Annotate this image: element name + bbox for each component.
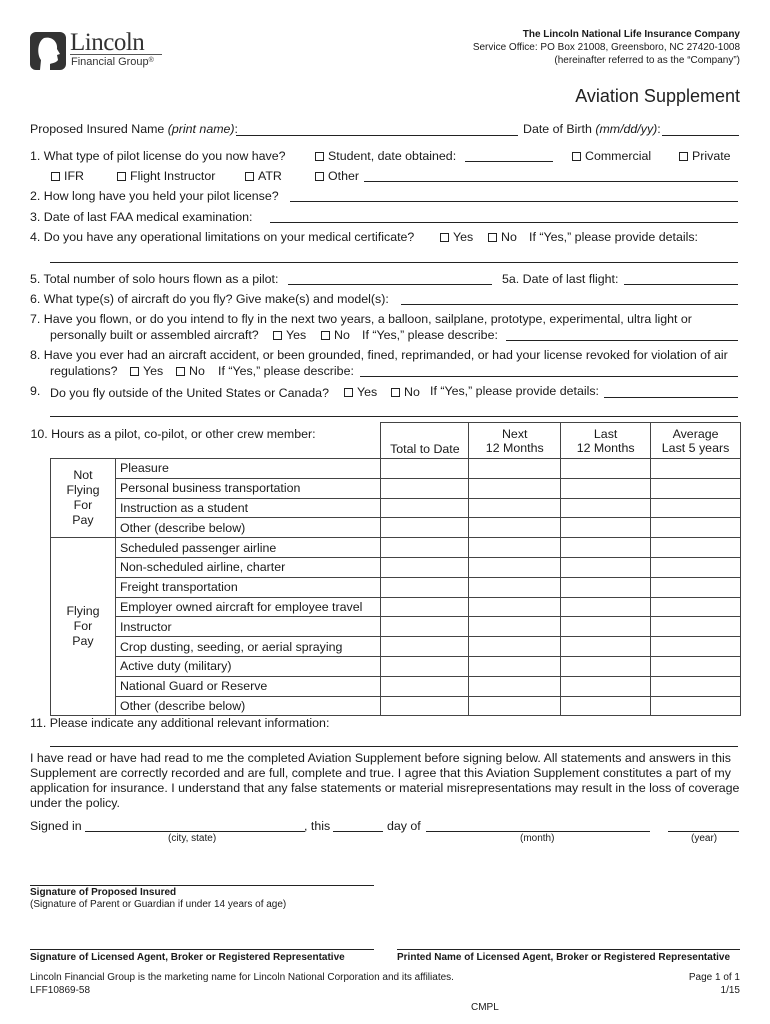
hours-cell[interactable] — [651, 538, 741, 558]
hereinafter-note: (hereinafter referred to as the “Company”) — [554, 55, 740, 66]
hours-cell[interactable] — [381, 637, 469, 657]
row-label: Non-scheduled airline, charter — [115, 557, 381, 577]
row-label: Scheduled passenger airline — [115, 538, 381, 558]
row-label: Other (describe below) — [115, 518, 381, 538]
city-state-field[interactable] — [85, 831, 305, 832]
hours-cell[interactable] — [469, 518, 561, 538]
hours-cell[interactable] — [651, 617, 741, 637]
hours-cell[interactable] — [561, 597, 651, 617]
year-field[interactable] — [668, 831, 739, 832]
hours-cell[interactable] — [381, 459, 469, 479]
hours-cell[interactable] — [469, 557, 561, 577]
q7-describe-field[interactable] — [506, 340, 738, 341]
company-name: The Lincoln National Life Insurance Company — [522, 29, 740, 40]
hours-cell[interactable] — [381, 478, 469, 498]
q9-number: 9. — [30, 384, 41, 398]
hours-cell[interactable] — [469, 459, 561, 479]
dob-label: Date of Birth (mm/dd/yy): — [523, 122, 661, 136]
page-number: Page 1 of 1 — [688, 972, 740, 983]
hours-cell[interactable] — [469, 637, 561, 657]
q9-label: Do you fly outside of the United States or Canada? — [50, 386, 329, 400]
hours-cell[interactable] — [381, 676, 469, 696]
row-label: Instructor — [115, 617, 381, 637]
q6-field[interactable] — [401, 304, 738, 305]
table-row — [51, 617, 741, 637]
table-row — [51, 518, 741, 538]
day-field[interactable] — [333, 831, 383, 832]
hours-cell[interactable] — [469, 538, 561, 558]
agent-signature-label: Signature of Licensed Agent, Broker or Registered Representative — [30, 952, 345, 963]
hours-cell[interactable] — [381, 518, 469, 538]
q4-details-label: If “Yes,” please provide details: — [529, 230, 698, 244]
q1-other-option[interactable]: Other — [315, 169, 359, 183]
hours-cell[interactable] — [651, 577, 741, 597]
table-row — [51, 577, 741, 597]
hours-cell[interactable] — [561, 676, 651, 696]
q1-label: 1. What type of pilot license do you now have? — [30, 149, 286, 163]
row-label: Personal business transportation — [115, 478, 381, 498]
hours-cell[interactable] — [381, 617, 469, 637]
hours-cell[interactable] — [561, 696, 651, 716]
group-not-flying-for-pay: Not Flying For Pay — [51, 459, 116, 538]
agent-signature-field[interactable] — [30, 949, 374, 950]
q8-no-option[interactable]: No — [176, 364, 205, 378]
col-next-12-months: Next 12 Months — [469, 423, 561, 459]
checkbox-icon[interactable] — [488, 233, 497, 242]
q2-label: 2. How long have you held your pilot license? — [30, 189, 279, 203]
checkbox-icon[interactable] — [440, 233, 449, 242]
q1-student-date-field[interactable] — [465, 161, 553, 162]
row-label: Freight transportation — [115, 577, 381, 597]
group-flying-for-pay: Flying For Pay — [51, 538, 116, 716]
hours-cell[interactable] — [651, 597, 741, 617]
table-row — [51, 597, 741, 617]
table-row — [51, 656, 741, 676]
q10-label: 10. Hours as a pilot, co-pilot, or other crew member: — [30, 427, 316, 442]
checkbox-icon[interactable] — [117, 172, 126, 181]
hours-cell[interactable] — [469, 617, 561, 637]
hours-cell[interactable] — [651, 676, 741, 696]
guardian-signature-note: (Signature of Parent or Guardian if under 14 years of age) — [30, 899, 287, 910]
q4-details-field[interactable] — [50, 262, 738, 263]
checkbox-icon[interactable] — [315, 172, 324, 181]
table-row — [51, 557, 741, 577]
q9-no-option[interactable]: No — [391, 385, 420, 399]
q4-no-option[interactable]: No — [488, 230, 517, 244]
hours-cell[interactable] — [381, 597, 469, 617]
table-row — [51, 459, 741, 479]
hours-cell[interactable] — [561, 498, 651, 518]
q8-label-cont: regulations? — [50, 364, 118, 378]
insured-signature-field[interactable] — [30, 885, 374, 886]
checkbox-icon[interactable] — [130, 367, 139, 376]
logo-name: Lincoln — [70, 29, 145, 56]
cmpl-code: CMPL — [471, 1002, 499, 1013]
insured-name-field[interactable] — [236, 135, 518, 136]
insured-signature-label: Signature of Proposed Insured — [30, 887, 177, 898]
table-row — [51, 637, 741, 657]
q8-describe-field[interactable] — [360, 376, 738, 377]
q1-student-option[interactable]: Student, date obtained: — [315, 149, 456, 163]
table-row — [51, 498, 741, 518]
checkbox-icon[interactable] — [315, 152, 324, 161]
q9-details-field[interactable] — [604, 397, 738, 398]
q11-field[interactable] — [50, 746, 738, 747]
table-row — [51, 538, 741, 558]
attestation-text: I have read or have had read to me the completed Aviation Supplement before signing below. All statements and answers in this Supplement are correctly recorded and are full, complete and true. I agree that this Aviation Supplement constitutes a part of my application for insurance. I understand that any false statements or material misrepresentations may result in the loss of coverage under the policy. — [30, 751, 740, 810]
hours-cell[interactable] — [469, 656, 561, 676]
row-label: Active duty (military) — [115, 656, 381, 676]
q1-commercial-option[interactable]: Commercial — [572, 149, 651, 163]
q7-no-option[interactable]: No — [321, 328, 350, 342]
row-label: Employer owned aircraft for employee travel — [115, 597, 381, 617]
hours-cell[interactable] — [561, 557, 651, 577]
q5a-field[interactable] — [624, 284, 738, 285]
checkbox-icon[interactable] — [679, 152, 688, 161]
q8-yes-option[interactable]: Yes — [130, 364, 163, 378]
checkbox-icon[interactable] — [344, 388, 353, 397]
q1-private-option[interactable]: Private — [679, 149, 731, 163]
hours-cell[interactable] — [651, 637, 741, 657]
page-title: Aviation Supplement — [575, 86, 740, 106]
hours-cell[interactable] — [651, 518, 741, 538]
checkbox-icon[interactable] — [572, 152, 581, 161]
q8-label: 8. Have you ever had an aircraft accident, or been grounded, fined, reprimanded, or had your license revoked for violation of air — [30, 348, 728, 362]
lincoln-silhouette-icon — [30, 30, 70, 72]
q5-field[interactable] — [288, 284, 492, 285]
logo-subtitle: Financial Group® — [71, 56, 154, 68]
hours-cell[interactable] — [561, 459, 651, 479]
col-average-5-years: Average Last 5 years — [651, 423, 741, 459]
table-row — [51, 696, 741, 716]
hours-cell[interactable] — [381, 696, 469, 716]
checkbox-icon[interactable] — [51, 172, 60, 181]
form-number: LFF10869-58 — [30, 985, 91, 996]
service-office: Service Office: PO Box 21008, Greensboro, NC 27420-1008 — [472, 42, 740, 53]
month-field[interactable] — [426, 831, 650, 832]
hours-table — [30, 422, 741, 716]
hours-cell[interactable] — [651, 478, 741, 498]
hours-cell[interactable] — [561, 577, 651, 597]
hours-cell[interactable] — [469, 597, 561, 617]
hours-cell[interactable] — [561, 656, 651, 676]
q7-describe-label: If “Yes,” please describe: — [362, 328, 498, 342]
footer-marketing: Lincoln Financial Group is the marketing name for Lincoln National Corporation and its affiliates. — [30, 972, 454, 983]
hours-cell[interactable] — [469, 676, 561, 696]
hours-cell[interactable] — [381, 557, 469, 577]
q1-other-field[interactable] — [364, 181, 738, 182]
row-label: Pleasure — [115, 459, 381, 479]
day-of-label: day of — [387, 819, 421, 833]
hours-cell[interactable] — [651, 696, 741, 716]
hours-cell[interactable] — [651, 557, 741, 577]
this-label: , this — [304, 819, 331, 833]
q5a-label: 5a. Date of last flight: — [502, 272, 619, 286]
q7-label-cont: personally built or assembled aircraft? — [50, 328, 259, 342]
insured-name-label: Proposed Insured Name (print name): — [30, 122, 238, 136]
q1-ifr-option[interactable]: IFR — [51, 169, 84, 183]
q9-details-field-2[interactable] — [50, 416, 738, 417]
hours-cell[interactable] — [381, 498, 469, 518]
q9-yes-option[interactable]: Yes — [344, 385, 377, 399]
hours-cell[interactable] — [651, 656, 741, 676]
city-state-caption: (city, state) — [168, 833, 217, 844]
form-date: 1/15 — [720, 985, 740, 996]
checkbox-icon[interactable] — [321, 331, 330, 340]
row-label: Instruction as a student — [115, 498, 381, 518]
hours-cell[interactable] — [561, 637, 651, 657]
q5-label: 5. Total number of solo hours flown as a pilot: — [30, 272, 279, 286]
hours-cell[interactable] — [381, 577, 469, 597]
q1-atr-option[interactable]: ATR — [245, 169, 282, 183]
q7-label: 7. Have you flown, or do you intend to fly in the next two years, a balloon, sailplane, prototype, experimental, ultra light or — [30, 312, 692, 326]
hours-cell[interactable] — [561, 538, 651, 558]
q1-flight-instructor-option[interactable]: Flight Instructor — [117, 169, 215, 183]
hours-cell[interactable] — [469, 498, 561, 518]
q6-label: 6. What type(s) of aircraft do you fly? Give make(s) and model(s): — [30, 292, 389, 306]
company-logo — [30, 30, 170, 75]
q4-yes-option[interactable]: Yes — [440, 230, 473, 244]
month-caption: (month) — [520, 833, 555, 844]
col-last-12-months: Last 12 Months — [561, 423, 651, 459]
signed-in-label: Signed in — [30, 819, 82, 833]
q3-label: 3. Date of last FAA medical examination: — [30, 210, 253, 224]
row-label: National Guard or Reserve — [115, 676, 381, 696]
q3-field[interactable] — [270, 222, 738, 223]
row-label: Crop dusting, seeding, or aerial spraying — [115, 637, 381, 657]
q10-label-cell — [30, 423, 381, 459]
checkbox-icon[interactable] — [391, 388, 400, 397]
checkbox-icon[interactable] — [245, 172, 254, 181]
hours-cell[interactable] — [381, 538, 469, 558]
hours-cell[interactable] — [469, 577, 561, 597]
dob-field[interactable] — [662, 135, 739, 136]
year-caption: (year) — [691, 833, 718, 844]
hours-cell[interactable] — [561, 478, 651, 498]
q7-yes-option[interactable]: Yes — [273, 328, 306, 342]
table-row — [51, 676, 741, 696]
agent-printed-name-field[interactable] — [397, 949, 740, 950]
hours-cell[interactable] — [469, 478, 561, 498]
col-total-to-date: Total to Date — [381, 423, 469, 459]
q9-details-label: If “Yes,” please provide details: — [430, 384, 599, 398]
row-label: Other (describe below) — [115, 696, 381, 716]
q2-field[interactable] — [290, 201, 738, 202]
checkbox-icon[interactable] — [273, 331, 282, 340]
q8-describe-label: If “Yes,” please describe: — [218, 364, 354, 378]
hours-cell[interactable] — [381, 656, 469, 676]
hours-cell[interactable] — [561, 518, 651, 538]
q4-label: 4. Do you have any operational limitations on your medical certificate? — [30, 230, 415, 244]
q11-label: 11. Please indicate any additional relevant information: — [30, 716, 330, 730]
hours-cell[interactable] — [651, 459, 741, 479]
hours-cell[interactable] — [651, 498, 741, 518]
table-row — [51, 478, 741, 498]
hours-cell[interactable] — [469, 696, 561, 716]
agent-printed-name-label: Printed Name of Licensed Agent, Broker or Registered Representative — [397, 952, 731, 963]
checkbox-icon[interactable] — [176, 367, 185, 376]
hours-cell[interactable] — [561, 617, 651, 637]
